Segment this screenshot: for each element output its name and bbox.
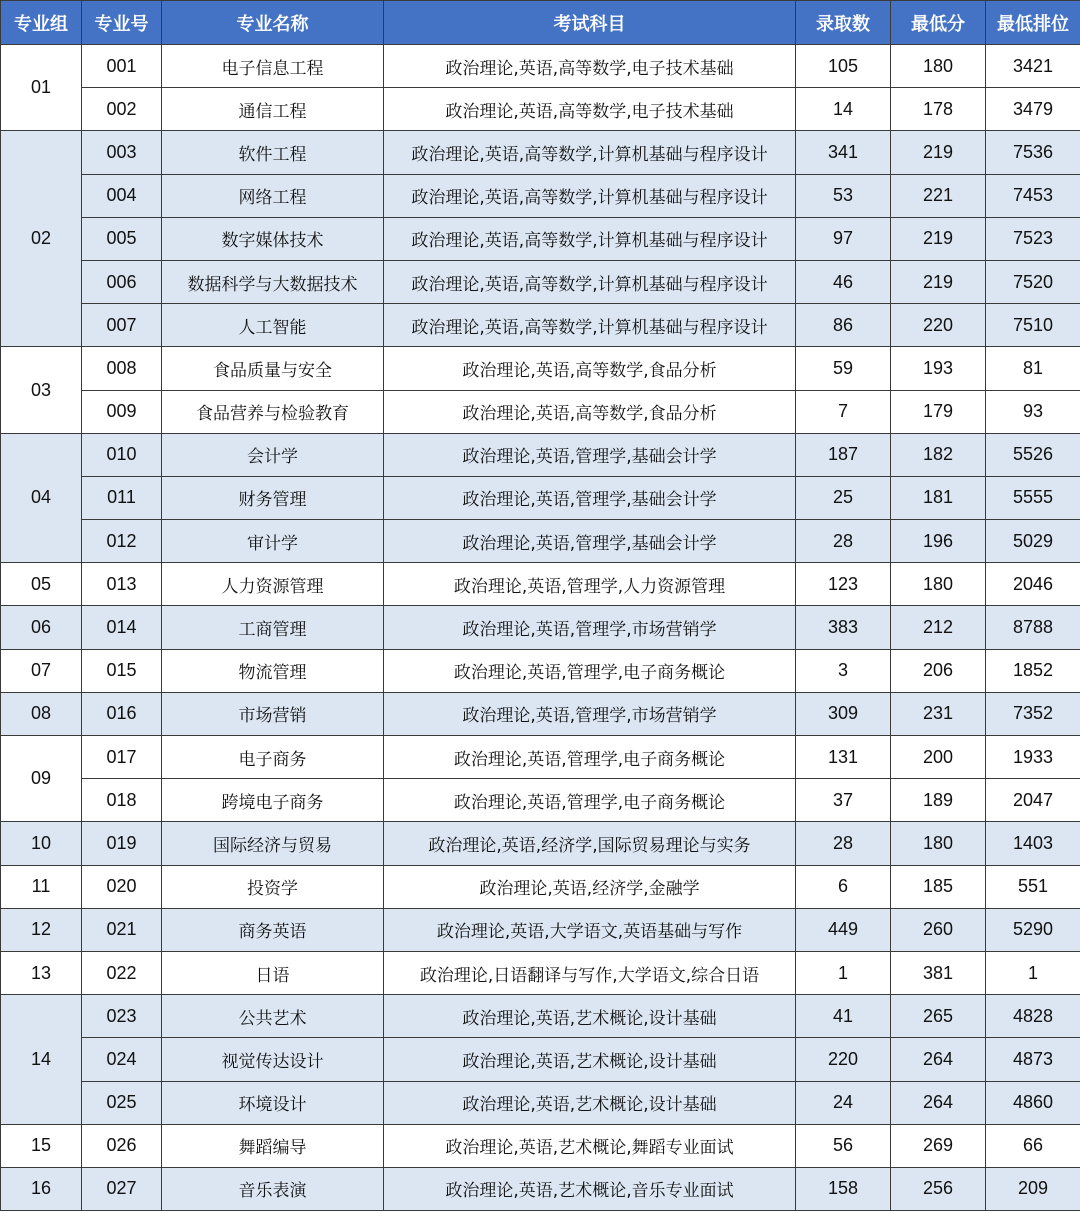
min-score: 189: [891, 779, 986, 822]
min-score: 181: [891, 476, 986, 519]
admitted-count: 24: [796, 1081, 891, 1124]
admitted-count: 131: [796, 736, 891, 779]
table-header-row: [1, 1, 1080, 45]
exam-subjects: 政治理论,英语,大学语文,英语基础与写作: [384, 908, 796, 951]
admitted-count: 46: [796, 260, 891, 303]
table-row: [1, 736, 1080, 779]
exam-subjects: 政治理论,英语,高等数学,计算机基础与程序设计: [384, 217, 796, 260]
admitted-count: 341: [796, 131, 891, 174]
header-min-score: 最低分: [891, 1, 986, 45]
group-cell: 16: [1, 1167, 82, 1210]
exam-subjects: 政治理论,英语,管理学,市场营销学: [384, 606, 796, 649]
major-name: 视觉传达设计: [162, 1038, 384, 1081]
min-score: 219: [891, 217, 986, 260]
group-cell: 06: [1, 606, 82, 649]
table-row: [1, 433, 1080, 476]
exam-subjects: 政治理论,英语,高等数学,计算机基础与程序设计: [384, 304, 796, 347]
group-cell: 11: [1, 865, 82, 908]
major-code: 007: [82, 304, 162, 347]
exam-subjects: 政治理论,英语,艺术概论,设计基础: [384, 1038, 796, 1081]
major-code: 016: [82, 692, 162, 735]
group-cell: 10: [1, 822, 82, 865]
min-rank: 5555: [986, 476, 1080, 519]
min-rank: 93: [986, 390, 1080, 433]
major-name: 投资学: [162, 865, 384, 908]
min-rank: 7523: [986, 217, 1080, 260]
table-row: [1, 649, 1080, 692]
table-row: [1, 1038, 1080, 1081]
admitted-count: 309: [796, 692, 891, 735]
admitted-count: 25: [796, 476, 891, 519]
table-row: [1, 951, 1080, 994]
major-code: 013: [82, 563, 162, 606]
min-score: 193: [891, 347, 986, 390]
min-rank: 8788: [986, 606, 1080, 649]
major-name: 电子商务: [162, 736, 384, 779]
major-code: 004: [82, 174, 162, 217]
major-name: 商务英语: [162, 908, 384, 951]
exam-subjects: 政治理论,英语,高等数学,电子技术基础: [384, 45, 796, 88]
min-rank: 3479: [986, 88, 1080, 131]
min-score: 180: [891, 45, 986, 88]
exam-subjects: 政治理论,英语,艺术概论,音乐专业面试: [384, 1167, 796, 1210]
admitted-count: 3: [796, 649, 891, 692]
group-cell: 07: [1, 649, 82, 692]
min-rank: 1403: [986, 822, 1080, 865]
table-row: [1, 476, 1080, 519]
min-rank: 5290: [986, 908, 1080, 951]
major-code: 010: [82, 433, 162, 476]
major-name: 网络工程: [162, 174, 384, 217]
min-score: 180: [891, 563, 986, 606]
min-score: 265: [891, 995, 986, 1038]
admitted-count: 37: [796, 779, 891, 822]
exam-subjects: 政治理论,日语翻译与写作,大学语文,综合日语: [384, 951, 796, 994]
min-rank: 7520: [986, 260, 1080, 303]
table-body: [1, 45, 1080, 1211]
min-score: 220: [891, 304, 986, 347]
header-subjects: 考试科目: [384, 1, 796, 45]
exam-subjects: 政治理论,英语,高等数学,计算机基础与程序设计: [384, 131, 796, 174]
admitted-count: 105: [796, 45, 891, 88]
major-name: 食品营养与检验教育: [162, 390, 384, 433]
major-name: 数字媒体技术: [162, 217, 384, 260]
admitted-count: 97: [796, 217, 891, 260]
major-name: 日语: [162, 951, 384, 994]
min-score: 178: [891, 88, 986, 131]
table-row: [1, 260, 1080, 303]
exam-subjects: 政治理论,英语,管理学,电子商务概论: [384, 779, 796, 822]
exam-subjects: 政治理论,英语,经济学,国际贸易理论与实务: [384, 822, 796, 865]
min-rank: 5029: [986, 520, 1080, 563]
admitted-count: 56: [796, 1124, 891, 1167]
admitted-count: 41: [796, 995, 891, 1038]
major-name: 国际经济与贸易: [162, 822, 384, 865]
major-code: 006: [82, 260, 162, 303]
min-score: 231: [891, 692, 986, 735]
min-rank: 1852: [986, 649, 1080, 692]
admitted-count: 53: [796, 174, 891, 217]
major-name: 数据科学与大数据技术: [162, 260, 384, 303]
admitted-count: 449: [796, 908, 891, 951]
major-name: 会计学: [162, 433, 384, 476]
table-row: [1, 390, 1080, 433]
admitted-count: 6: [796, 865, 891, 908]
header-code: 专业号: [82, 1, 162, 45]
admitted-count: 7: [796, 390, 891, 433]
header-name: 专业名称: [162, 1, 384, 45]
major-code: 012: [82, 520, 162, 563]
min-rank: 7536: [986, 131, 1080, 174]
min-score: 260: [891, 908, 986, 951]
min-score: 256: [891, 1167, 986, 1210]
admitted-count: 59: [796, 347, 891, 390]
major-name: 软件工程: [162, 131, 384, 174]
min-score: 264: [891, 1081, 986, 1124]
major-name: 食品质量与安全: [162, 347, 384, 390]
group-cell: 14: [1, 995, 82, 1125]
major-name: 电子信息工程: [162, 45, 384, 88]
exam-subjects: 政治理论,英语,管理学,电子商务概论: [384, 736, 796, 779]
major-name: 工商管理: [162, 606, 384, 649]
table-row: [1, 217, 1080, 260]
major-name: 市场营销: [162, 692, 384, 735]
exam-subjects: 政治理论,英语,高等数学,计算机基础与程序设计: [384, 174, 796, 217]
major-name: 环境设计: [162, 1081, 384, 1124]
min-score: 219: [891, 131, 986, 174]
exam-subjects: 政治理论,英语,高等数学,食品分析: [384, 347, 796, 390]
admitted-count: 1: [796, 951, 891, 994]
admitted-count: 220: [796, 1038, 891, 1081]
group-cell: 15: [1, 1124, 82, 1167]
exam-subjects: 政治理论,英语,管理学,市场营销学: [384, 692, 796, 735]
exam-subjects: 政治理论,英语,高等数学,食品分析: [384, 390, 796, 433]
group-cell: 01: [1, 45, 82, 131]
min-rank: 5526: [986, 433, 1080, 476]
admitted-count: 123: [796, 563, 891, 606]
major-code: 008: [82, 347, 162, 390]
admitted-count: 28: [796, 520, 891, 563]
min-score: 212: [891, 606, 986, 649]
header-min-rank: 最低排位: [986, 1, 1080, 45]
table-row: [1, 995, 1080, 1038]
admitted-count: 187: [796, 433, 891, 476]
min-score: 219: [891, 260, 986, 303]
admitted-count: 383: [796, 606, 891, 649]
min-score: 206: [891, 649, 986, 692]
major-name: 舞蹈编导: [162, 1124, 384, 1167]
exam-subjects: 政治理论,英语,艺术概论,设计基础: [384, 995, 796, 1038]
table-row: [1, 88, 1080, 131]
min-rank: 7352: [986, 692, 1080, 735]
table-row: [1, 520, 1080, 563]
min-rank: 2046: [986, 563, 1080, 606]
exam-subjects: 政治理论,英语,管理学,基础会计学: [384, 433, 796, 476]
major-code: 014: [82, 606, 162, 649]
table-row: [1, 563, 1080, 606]
group-cell: 08: [1, 692, 82, 735]
major-code: 017: [82, 736, 162, 779]
admitted-count: 28: [796, 822, 891, 865]
major-code: 020: [82, 865, 162, 908]
major-code: 003: [82, 131, 162, 174]
exam-subjects: 政治理论,英语,经济学,金融学: [384, 865, 796, 908]
min-score: 182: [891, 433, 986, 476]
table-row: [1, 908, 1080, 951]
min-rank: 81: [986, 347, 1080, 390]
min-score: 185: [891, 865, 986, 908]
min-score: 196: [891, 520, 986, 563]
major-name: 音乐表演: [162, 1167, 384, 1210]
min-rank: 4828: [986, 995, 1080, 1038]
table-row: [1, 692, 1080, 735]
exam-subjects: 政治理论,英语,管理学,基础会计学: [384, 476, 796, 519]
major-name: 财务管理: [162, 476, 384, 519]
group-cell: 09: [1, 736, 82, 822]
major-name: 跨境电子商务: [162, 779, 384, 822]
group-cell: 04: [1, 433, 82, 563]
major-name: 人力资源管理: [162, 563, 384, 606]
table-row: [1, 865, 1080, 908]
major-code: 018: [82, 779, 162, 822]
major-code: 025: [82, 1081, 162, 1124]
min-score: 200: [891, 736, 986, 779]
major-code: 002: [82, 88, 162, 131]
table-row: [1, 1124, 1080, 1167]
table-row: [1, 304, 1080, 347]
min-rank: 7510: [986, 304, 1080, 347]
min-score: 180: [891, 822, 986, 865]
exam-subjects: 政治理论,英语,管理学,人力资源管理: [384, 563, 796, 606]
table-row: [1, 822, 1080, 865]
major-name: 公共艺术: [162, 995, 384, 1038]
min-rank: 4873: [986, 1038, 1080, 1081]
major-code: 005: [82, 217, 162, 260]
min-score: 381: [891, 951, 986, 994]
group-cell: 12: [1, 908, 82, 951]
table-row: [1, 174, 1080, 217]
major-code: 021: [82, 908, 162, 951]
major-code: 022: [82, 951, 162, 994]
admitted-count: 158: [796, 1167, 891, 1210]
min-rank: 66: [986, 1124, 1080, 1167]
table-row: [1, 1081, 1080, 1124]
admitted-count: 86: [796, 304, 891, 347]
table-row: [1, 779, 1080, 822]
major-code: 019: [82, 822, 162, 865]
table-row: [1, 131, 1080, 174]
major-name: 通信工程: [162, 88, 384, 131]
min-rank: 7453: [986, 174, 1080, 217]
group-cell: 13: [1, 951, 82, 994]
min-rank: 1: [986, 951, 1080, 994]
min-score: 264: [891, 1038, 986, 1081]
header-admitted: 录取数: [796, 1, 891, 45]
min-rank: 2047: [986, 779, 1080, 822]
min-rank: 4860: [986, 1081, 1080, 1124]
major-code: 024: [82, 1038, 162, 1081]
min-score: 179: [891, 390, 986, 433]
table-row: [1, 347, 1080, 390]
header-group: 专业组: [1, 1, 82, 45]
exam-subjects: 政治理论,英语,高等数学,电子技术基础: [384, 88, 796, 131]
table-row: [1, 1167, 1080, 1210]
major-name: 审计学: [162, 520, 384, 563]
major-name: 物流管理: [162, 649, 384, 692]
min-rank: 1933: [986, 736, 1080, 779]
group-cell: 03: [1, 347, 82, 433]
group-cell: 05: [1, 563, 82, 606]
min-score: 269: [891, 1124, 986, 1167]
min-rank: 209: [986, 1167, 1080, 1210]
min-score: 221: [891, 174, 986, 217]
major-code: 023: [82, 995, 162, 1038]
exam-subjects: 政治理论,英语,管理学,基础会计学: [384, 520, 796, 563]
major-code: 015: [82, 649, 162, 692]
major-code: 011: [82, 476, 162, 519]
exam-subjects: 政治理论,英语,艺术概论,舞蹈专业面试: [384, 1124, 796, 1167]
major-code: 009: [82, 390, 162, 433]
min-rank: 551: [986, 865, 1080, 908]
major-name: 人工智能: [162, 304, 384, 347]
table-row: [1, 45, 1080, 88]
major-code: 001: [82, 45, 162, 88]
admitted-count: 14: [796, 88, 891, 131]
exam-subjects: 政治理论,英语,管理学,电子商务概论: [384, 649, 796, 692]
group-cell: 02: [1, 131, 82, 347]
major-code: 026: [82, 1124, 162, 1167]
major-code: 027: [82, 1167, 162, 1210]
exam-subjects: 政治理论,英语,高等数学,计算机基础与程序设计: [384, 260, 796, 303]
table-row: [1, 606, 1080, 649]
exam-subjects: 政治理论,英语,艺术概论,设计基础: [384, 1081, 796, 1124]
min-rank: 3421: [986, 45, 1080, 88]
